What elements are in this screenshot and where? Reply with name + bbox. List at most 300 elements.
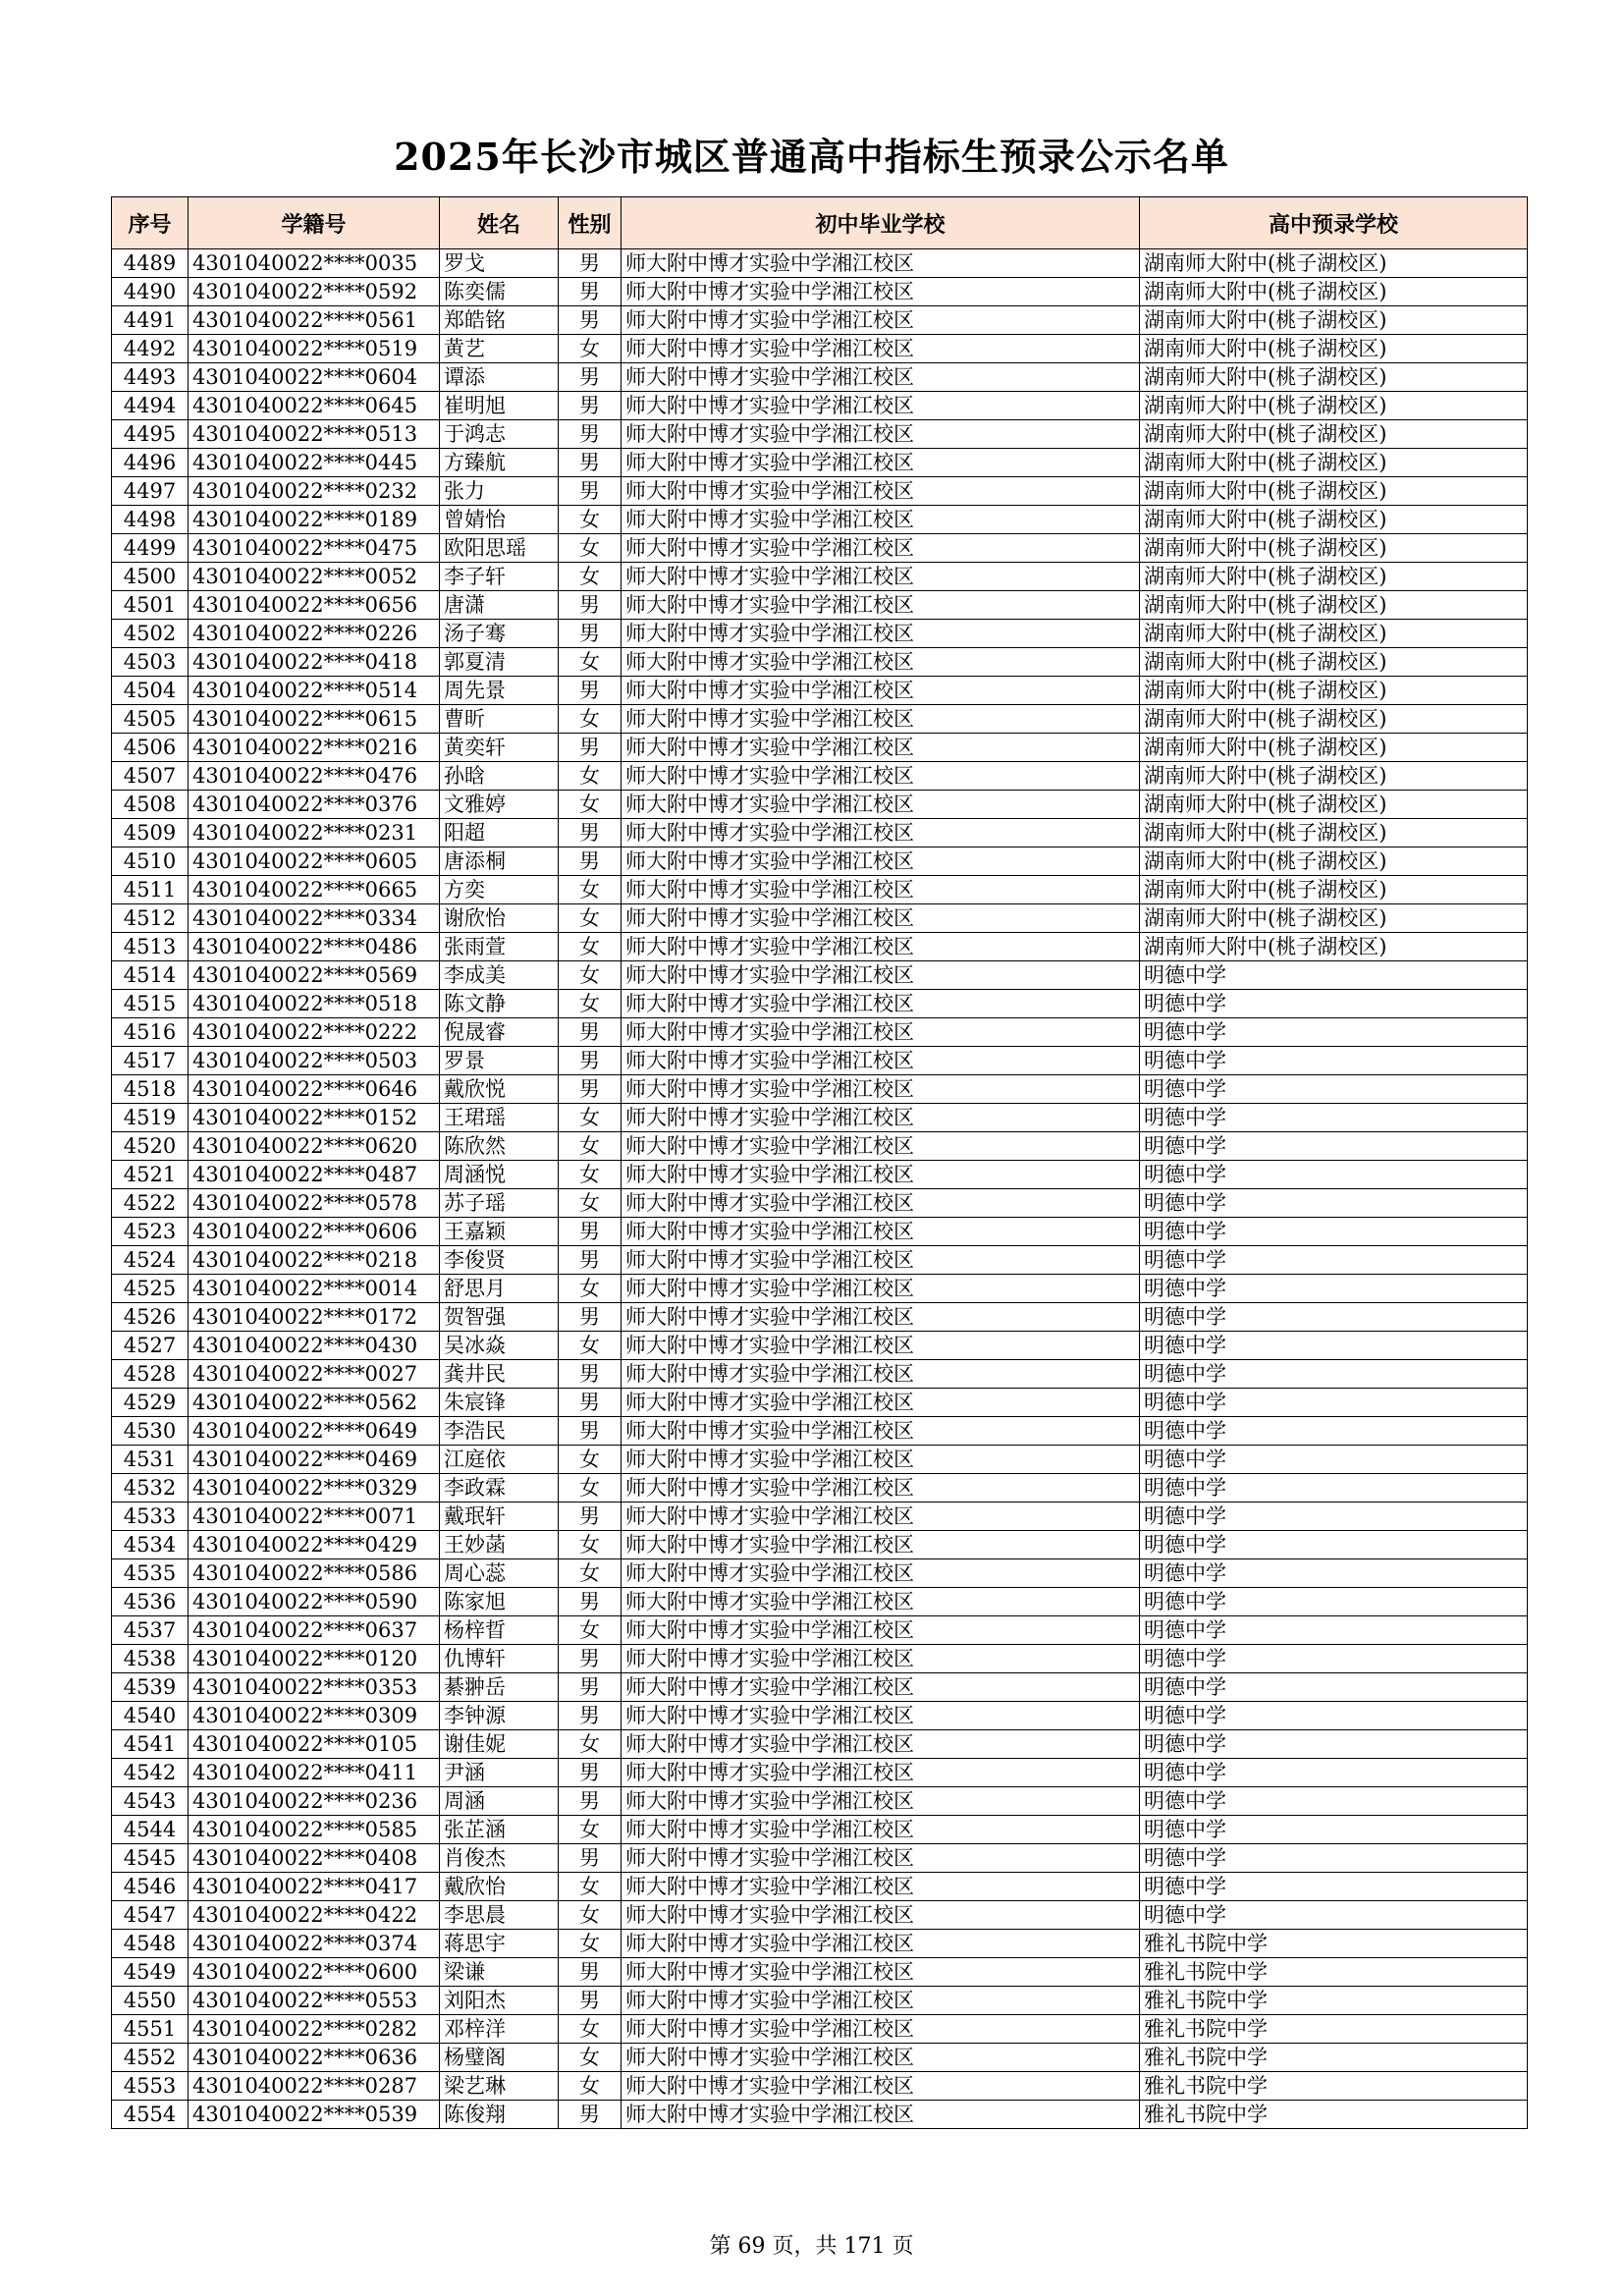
cell-student-id: 4301040022****0189	[189, 506, 440, 534]
cell-high-school: 明德中学	[1140, 1360, 1528, 1389]
cell-student-id: 4301040022****0646	[189, 1075, 440, 1104]
table-row	[112, 1446, 1528, 1474]
cell-student-id: 4301040022****0620	[189, 1132, 440, 1161]
cell-seq: 4538	[112, 1645, 189, 1673]
cell-seq: 4509	[112, 819, 189, 847]
cell-middle-school: 师大附中博才实验中学湘江校区	[622, 1901, 1140, 1930]
cell-student-id: 4301040022****0411	[189, 1759, 440, 1787]
roster-body	[112, 249, 1528, 2129]
cell-student-id: 4301040022****0503	[189, 1047, 440, 1075]
cell-student-id: 4301040022****0418	[189, 648, 440, 677]
cell-gender: 男	[559, 1218, 622, 1246]
cell-name: 王嘉颖	[440, 1218, 559, 1246]
cell-high-school: 湖南师大附中(桃子湖校区)	[1140, 705, 1528, 734]
cell-gender: 女	[559, 2072, 622, 2101]
cell-gender: 男	[559, 363, 622, 392]
table-row	[112, 734, 1528, 762]
cell-middle-school: 师大附中博才实验中学湘江校区	[622, 1503, 1140, 1531]
table-row	[112, 847, 1528, 876]
cell-name: 张力	[440, 477, 559, 506]
table-row	[112, 1503, 1528, 1531]
cell-high-school: 明德中学	[1140, 1275, 1528, 1303]
header-seq: 序号	[112, 197, 189, 249]
cell-high-school: 明德中学	[1140, 1588, 1528, 1616]
cell-seq: 4530	[112, 1417, 189, 1446]
table-row	[112, 2044, 1528, 2072]
cell-seq: 4522	[112, 1189, 189, 1218]
cell-high-school: 湖南师大附中(桃子湖校区)	[1140, 591, 1528, 620]
cell-name: 仇博轩	[440, 1645, 559, 1673]
cell-name: 王珺瑶	[440, 1104, 559, 1132]
cell-high-school: 湖南师大附中(桃子湖校区)	[1140, 876, 1528, 904]
cell-middle-school: 师大附中博才实验中学湘江校区	[622, 819, 1140, 847]
cell-high-school: 明德中学	[1140, 1645, 1528, 1673]
cell-seq: 4491	[112, 306, 189, 335]
cell-student-id: 4301040022****0586	[189, 1559, 440, 1588]
cell-name: 黄奕轩	[440, 734, 559, 762]
document-title: 2025年长沙市城区普通高中指标生预录公示名单	[394, 135, 1229, 179]
cell-high-school: 湖南师大附中(桃子湖校区)	[1140, 734, 1528, 762]
table-row	[112, 961, 1528, 990]
cell-gender: 女	[559, 1446, 622, 1474]
cell-middle-school: 师大附中博才实验中学湘江校区	[622, 1161, 1140, 1189]
cell-student-id: 4301040022****0353	[189, 1673, 440, 1702]
cell-seq: 4553	[112, 2072, 189, 2101]
cell-high-school: 雅礼书院中学	[1140, 1987, 1528, 2015]
cell-middle-school: 师大附中博才实验中学湘江校区	[622, 1588, 1140, 1616]
cell-seq: 4554	[112, 2101, 189, 2129]
table-row	[112, 1246, 1528, 1275]
cell-gender: 男	[559, 1645, 622, 1673]
cell-gender: 男	[559, 420, 622, 449]
cell-high-school: 湖南师大附中(桃子湖校区)	[1140, 249, 1528, 278]
cell-middle-school: 师大附中博才实验中学湘江校区	[622, 2072, 1140, 2101]
cell-seq: 4513	[112, 933, 189, 961]
cell-middle-school: 师大附中博才实验中学湘江校区	[622, 1531, 1140, 1559]
cell-seq: 4494	[112, 392, 189, 420]
cell-name: 舒思月	[440, 1275, 559, 1303]
table-row	[112, 420, 1528, 449]
table-row	[112, 1901, 1528, 1930]
cell-student-id: 4301040022****0585	[189, 1816, 440, 1844]
cell-gender: 男	[559, 1987, 622, 2015]
cell-high-school: 湖南师大附中(桃子湖校区)	[1140, 534, 1528, 563]
cell-name: 蒋思宇	[440, 1930, 559, 1958]
cell-student-id: 4301040022****0309	[189, 1702, 440, 1730]
cell-name: 綦翀岳	[440, 1673, 559, 1702]
cell-middle-school: 师大附中博才实验中学湘江校区	[622, 648, 1140, 677]
cell-gender: 男	[559, 1588, 622, 1616]
cell-student-id: 4301040022****0376	[189, 791, 440, 819]
cell-name: 汤子骞	[440, 620, 559, 648]
cell-gender: 男	[559, 819, 622, 847]
table-row	[112, 620, 1528, 648]
cell-seq: 4535	[112, 1559, 189, 1588]
cell-name: 崔明旭	[440, 392, 559, 420]
cell-high-school: 雅礼书院中学	[1140, 2072, 1528, 2101]
cell-name: 郭夏清	[440, 648, 559, 677]
cell-student-id: 4301040022****0514	[189, 677, 440, 705]
cell-high-school: 明德中学	[1140, 1474, 1528, 1503]
cell-name: 陈俊翔	[440, 2101, 559, 2129]
table-row	[112, 1702, 1528, 1730]
table-row	[112, 1104, 1528, 1132]
cell-gender: 女	[559, 1616, 622, 1645]
cell-middle-school: 师大附中博才实验中学湘江校区	[622, 563, 1140, 591]
cell-gender: 男	[559, 1958, 622, 1987]
cell-name: 陈家旭	[440, 1588, 559, 1616]
cell-gender: 女	[559, 1930, 622, 1958]
cell-gender: 女	[559, 506, 622, 534]
cell-middle-school: 师大附中博才实验中学湘江校区	[622, 1844, 1140, 1873]
cell-high-school: 湖南师大附中(桃子湖校区)	[1140, 306, 1528, 335]
table-row	[112, 1303, 1528, 1332]
cell-student-id: 4301040022****0172	[189, 1303, 440, 1332]
cell-gender: 男	[559, 677, 622, 705]
cell-name: 戴欣悦	[440, 1075, 559, 1104]
page-footer: 第 69 页，共 171 页	[709, 2234, 914, 2259]
cell-seq: 4545	[112, 1844, 189, 1873]
cell-student-id: 4301040022****0218	[189, 1246, 440, 1275]
cell-high-school: 明德中学	[1140, 1531, 1528, 1559]
header-high-school: 高中预录学校	[1140, 197, 1528, 249]
cell-student-id: 4301040022****0590	[189, 1588, 440, 1616]
cell-gender: 女	[559, 1132, 622, 1161]
cell-student-id: 4301040022****0637	[189, 1616, 440, 1645]
header-student-id: 学籍号	[189, 197, 440, 249]
cell-middle-school: 师大附中博才实验中学湘江校区	[622, 1189, 1140, 1218]
table-row	[112, 1873, 1528, 1901]
cell-middle-school: 师大附中博才实验中学湘江校区	[622, 335, 1140, 363]
cell-middle-school: 师大附中博才实验中学湘江校区	[622, 363, 1140, 392]
cell-high-school: 明德中学	[1140, 1218, 1528, 1246]
cell-name: 邓梓洋	[440, 2015, 559, 2044]
cell-name: 曾婧怡	[440, 506, 559, 534]
cell-high-school: 明德中学	[1140, 1389, 1528, 1417]
cell-student-id: 4301040022****0615	[189, 705, 440, 734]
cell-name: 龚井民	[440, 1360, 559, 1389]
cell-middle-school: 师大附中博才实验中学湘江校区	[622, 392, 1140, 420]
cell-high-school: 明德中学	[1140, 1787, 1528, 1816]
cell-student-id: 4301040022****0649	[189, 1417, 440, 1446]
cell-high-school: 明德中学	[1140, 1616, 1528, 1645]
cell-seq: 4515	[112, 990, 189, 1018]
table-row	[112, 1474, 1528, 1503]
table-row	[112, 1018, 1528, 1047]
cell-gender: 女	[559, 1531, 622, 1559]
table-row	[112, 1958, 1528, 1987]
cell-high-school: 湖南师大附中(桃子湖校区)	[1140, 819, 1528, 847]
cell-middle-school: 师大附中博才实验中学湘江校区	[622, 1787, 1140, 1816]
cell-student-id: 4301040022****0287	[189, 2072, 440, 2101]
cell-student-id: 4301040022****0656	[189, 591, 440, 620]
cell-name: 陈文静	[440, 990, 559, 1018]
cell-name: 贺智强	[440, 1303, 559, 1332]
table-row	[112, 1389, 1528, 1417]
cell-student-id: 4301040022****0604	[189, 363, 440, 392]
cell-student-id: 4301040022****0374	[189, 1930, 440, 1958]
cell-seq: 4507	[112, 762, 189, 791]
cell-seq: 4521	[112, 1161, 189, 1189]
cell-student-id: 4301040022****0469	[189, 1446, 440, 1474]
table-row	[112, 2101, 1528, 2129]
table-row	[112, 1730, 1528, 1759]
cell-seq: 4550	[112, 1987, 189, 2015]
cell-seq: 4499	[112, 534, 189, 563]
cell-student-id: 4301040022****0408	[189, 1844, 440, 1873]
cell-name: 唐潇	[440, 591, 559, 620]
cell-middle-school: 师大附中博才实验中学湘江校区	[622, 506, 1140, 534]
cell-gender: 男	[559, 1702, 622, 1730]
cell-student-id: 4301040022****0569	[189, 961, 440, 990]
cell-middle-school: 师大附中博才实验中学湘江校区	[622, 1075, 1140, 1104]
cell-high-school: 明德中学	[1140, 1873, 1528, 1901]
cell-seq: 4526	[112, 1303, 189, 1332]
cell-middle-school: 师大附中博才实验中学湘江校区	[622, 420, 1140, 449]
cell-student-id: 4301040022****0476	[189, 762, 440, 791]
cell-high-school: 湖南师大附中(桃子湖校区)	[1140, 847, 1528, 876]
cell-middle-school: 师大附中博才实验中学湘江校区	[622, 677, 1140, 705]
cell-student-id: 4301040022****0519	[189, 335, 440, 363]
cell-student-id: 4301040022****0636	[189, 2044, 440, 2072]
cell-gender: 男	[559, 306, 622, 335]
cell-high-school: 湖南师大附中(桃子湖校区)	[1140, 420, 1528, 449]
table-row	[112, 791, 1528, 819]
cell-seq: 4524	[112, 1246, 189, 1275]
cell-seq: 4493	[112, 363, 189, 392]
cell-high-school: 明德中学	[1140, 1503, 1528, 1531]
cell-name: 李浩民	[440, 1417, 559, 1446]
cell-seq: 4503	[112, 648, 189, 677]
cell-middle-school: 师大附中博才实验中学湘江校区	[622, 1218, 1140, 1246]
cell-seq: 4540	[112, 1702, 189, 1730]
cell-high-school: 明德中学	[1140, 1332, 1528, 1360]
table-row	[112, 904, 1528, 933]
table-row	[112, 1844, 1528, 1873]
table-row	[112, 1588, 1528, 1616]
cell-student-id: 4301040022****0518	[189, 990, 440, 1018]
cell-middle-school: 师大附中博才实验中学湘江校区	[622, 705, 1140, 734]
cell-middle-school: 师大附中博才实验中学湘江校区	[622, 534, 1140, 563]
cell-seq: 4548	[112, 1930, 189, 1958]
cell-high-school: 明德中学	[1140, 961, 1528, 990]
cell-name: 郑皓铭	[440, 306, 559, 335]
cell-student-id: 4301040022****0513	[189, 420, 440, 449]
cell-student-id: 4301040022****0422	[189, 1901, 440, 1930]
cell-seq: 4542	[112, 1759, 189, 1787]
table-row	[112, 705, 1528, 734]
cell-middle-school: 师大附中博才实验中学湘江校区	[622, 1930, 1140, 1958]
table-row	[112, 1132, 1528, 1161]
cell-gender: 女	[559, 791, 622, 819]
cell-middle-school: 师大附中博才实验中学湘江校区	[622, 1958, 1140, 1987]
cell-high-school: 湖南师大附中(桃子湖校区)	[1140, 762, 1528, 791]
cell-high-school: 雅礼书院中学	[1140, 2101, 1528, 2129]
cell-gender: 女	[559, 1816, 622, 1844]
table-row	[112, 876, 1528, 904]
cell-high-school: 明德中学	[1140, 1018, 1528, 1047]
cell-seq: 4495	[112, 420, 189, 449]
cell-high-school: 湖南师大附中(桃子湖校区)	[1140, 563, 1528, 591]
cell-gender: 女	[559, 2044, 622, 2072]
cell-gender: 男	[559, 477, 622, 506]
cell-student-id: 4301040022****0014	[189, 1275, 440, 1303]
table-row	[112, 1930, 1528, 1958]
cell-student-id: 4301040022****0334	[189, 904, 440, 933]
cell-gender: 女	[559, 904, 622, 933]
cell-gender: 男	[559, 1360, 622, 1389]
table-row	[112, 762, 1528, 791]
cell-high-school: 明德中学	[1140, 1303, 1528, 1332]
cell-student-id: 4301040022****0232	[189, 477, 440, 506]
table-row	[112, 1360, 1528, 1389]
cell-student-id: 4301040022****0152	[189, 1104, 440, 1132]
table-row	[112, 278, 1528, 306]
table-row	[112, 1987, 1528, 2015]
table-row	[112, 506, 1528, 534]
cell-middle-school: 师大附中博才实验中学湘江校区	[622, 1132, 1140, 1161]
cell-gender: 男	[559, 620, 622, 648]
cell-high-school: 明德中学	[1140, 1759, 1528, 1787]
cell-seq: 4518	[112, 1075, 189, 1104]
cell-middle-school: 师大附中博才实验中学湘江校区	[622, 249, 1140, 278]
cell-high-school: 雅礼书院中学	[1140, 2044, 1528, 2072]
cell-student-id: 4301040022****0282	[189, 2015, 440, 2044]
cell-gender: 女	[559, 1730, 622, 1759]
table-row	[112, 1161, 1528, 1189]
cell-gender: 男	[559, 1389, 622, 1417]
cell-gender: 女	[559, 762, 622, 791]
table-row	[112, 1417, 1528, 1446]
cell-name: 陈欣然	[440, 1132, 559, 1161]
cell-seq: 4496	[112, 449, 189, 477]
table-row	[112, 1559, 1528, 1588]
cell-name: 李子轩	[440, 563, 559, 591]
table-row	[112, 591, 1528, 620]
cell-middle-school: 师大附中博才实验中学湘江校区	[622, 1616, 1140, 1645]
cell-seq: 4501	[112, 591, 189, 620]
cell-middle-school: 师大附中博才实验中学湘江校区	[622, 734, 1140, 762]
cell-middle-school: 师大附中博才实验中学湘江校区	[622, 2044, 1140, 2072]
cell-high-school: 明德中学	[1140, 1189, 1528, 1218]
cell-name: 罗戈	[440, 249, 559, 278]
cell-gender: 男	[559, 278, 622, 306]
table-row	[112, 819, 1528, 847]
cell-seq: 4505	[112, 705, 189, 734]
cell-middle-school: 师大附中博才实验中学湘江校区	[622, 1303, 1140, 1332]
cell-middle-school: 师大附中博才实验中学湘江校区	[622, 762, 1140, 791]
cell-middle-school: 师大附中博才实验中学湘江校区	[622, 2101, 1140, 2129]
table-row	[112, 392, 1528, 420]
cell-name: 梁艺琳	[440, 2072, 559, 2101]
cell-student-id: 4301040022****0665	[189, 876, 440, 904]
cell-student-id: 4301040022****0430	[189, 1332, 440, 1360]
cell-student-id: 4301040022****0592	[189, 278, 440, 306]
cell-middle-school: 师大附中博才实验中学湘江校区	[622, 1246, 1140, 1275]
cell-gender: 男	[559, 1673, 622, 1702]
table-row	[112, 1673, 1528, 1702]
cell-seq: 4490	[112, 278, 189, 306]
cell-seq: 4531	[112, 1446, 189, 1474]
cell-high-school: 明德中学	[1140, 1730, 1528, 1759]
cell-high-school: 明德中学	[1140, 1844, 1528, 1873]
cell-gender: 男	[559, 1246, 622, 1275]
cell-middle-school: 师大附中博才实验中学湘江校区	[622, 1389, 1140, 1417]
cell-name: 杨璧阁	[440, 2044, 559, 2072]
cell-middle-school: 师大附中博才实验中学湘江校区	[622, 1275, 1140, 1303]
cell-high-school: 明德中学	[1140, 1246, 1528, 1275]
cell-name: 朱宸锋	[440, 1389, 559, 1417]
cell-high-school: 湖南师大附中(桃子湖校区)	[1140, 363, 1528, 392]
table-row	[112, 933, 1528, 961]
cell-gender: 女	[559, 705, 622, 734]
cell-name: 倪晟睿	[440, 1018, 559, 1047]
cell-name: 张芷涵	[440, 1816, 559, 1844]
cell-gender: 女	[559, 933, 622, 961]
cell-gender: 男	[559, 847, 622, 876]
cell-name: 周先景	[440, 677, 559, 705]
cell-middle-school: 师大附中博才实验中学湘江校区	[622, 1104, 1140, 1132]
cell-middle-school: 师大附中博才实验中学湘江校区	[622, 1360, 1140, 1389]
cell-seq: 4523	[112, 1218, 189, 1246]
cell-name: 戴珉轩	[440, 1503, 559, 1531]
cell-name: 戴欣怡	[440, 1873, 559, 1901]
cell-name: 张雨萱	[440, 933, 559, 961]
cell-seq: 4528	[112, 1360, 189, 1389]
cell-student-id: 4301040022****0429	[189, 1531, 440, 1559]
cell-gender: 男	[559, 734, 622, 762]
cell-high-school: 湖南师大附中(桃子湖校区)	[1140, 278, 1528, 306]
cell-seq: 4537	[112, 1616, 189, 1645]
table-row	[112, 1075, 1528, 1104]
cell-gender: 女	[559, 1332, 622, 1360]
cell-gender: 男	[559, 1075, 622, 1104]
cell-middle-school: 师大附中博才实验中学湘江校区	[622, 1559, 1140, 1588]
table-row	[112, 477, 1528, 506]
table-row	[112, 363, 1528, 392]
table-row	[112, 1332, 1528, 1360]
cell-seq: 4529	[112, 1389, 189, 1417]
cell-high-school: 明德中学	[1140, 1075, 1528, 1104]
cell-gender: 女	[559, 1104, 622, 1132]
cell-seq: 4506	[112, 734, 189, 762]
cell-seq: 4551	[112, 2015, 189, 2044]
cell-seq: 4541	[112, 1730, 189, 1759]
cell-name: 阳超	[440, 819, 559, 847]
cell-gender: 女	[559, 2015, 622, 2044]
cell-student-id: 4301040022****0236	[189, 1787, 440, 1816]
cell-high-school: 湖南师大附中(桃子湖校区)	[1140, 506, 1528, 534]
cell-seq: 4511	[112, 876, 189, 904]
cell-seq: 4502	[112, 620, 189, 648]
cell-name: 方奕	[440, 876, 559, 904]
cell-student-id: 4301040022****0578	[189, 1189, 440, 1218]
table-row	[112, 990, 1528, 1018]
cell-seq: 4525	[112, 1275, 189, 1303]
cell-high-school: 湖南师大附中(桃子湖校区)	[1140, 791, 1528, 819]
cell-middle-school: 师大附中博才实验中学湘江校区	[622, 1702, 1140, 1730]
cell-middle-school: 师大附中博才实验中学湘江校区	[622, 1673, 1140, 1702]
cell-gender: 女	[559, 1189, 622, 1218]
cell-name: 罗景	[440, 1047, 559, 1075]
table-row	[112, 1616, 1528, 1645]
cell-student-id: 4301040022****0052	[189, 563, 440, 591]
cell-name: 谭添	[440, 363, 559, 392]
cell-gender: 女	[559, 563, 622, 591]
cell-student-id: 4301040022****0329	[189, 1474, 440, 1503]
cell-gender: 女	[559, 1901, 622, 1930]
cell-student-id: 4301040022****0105	[189, 1730, 440, 1759]
